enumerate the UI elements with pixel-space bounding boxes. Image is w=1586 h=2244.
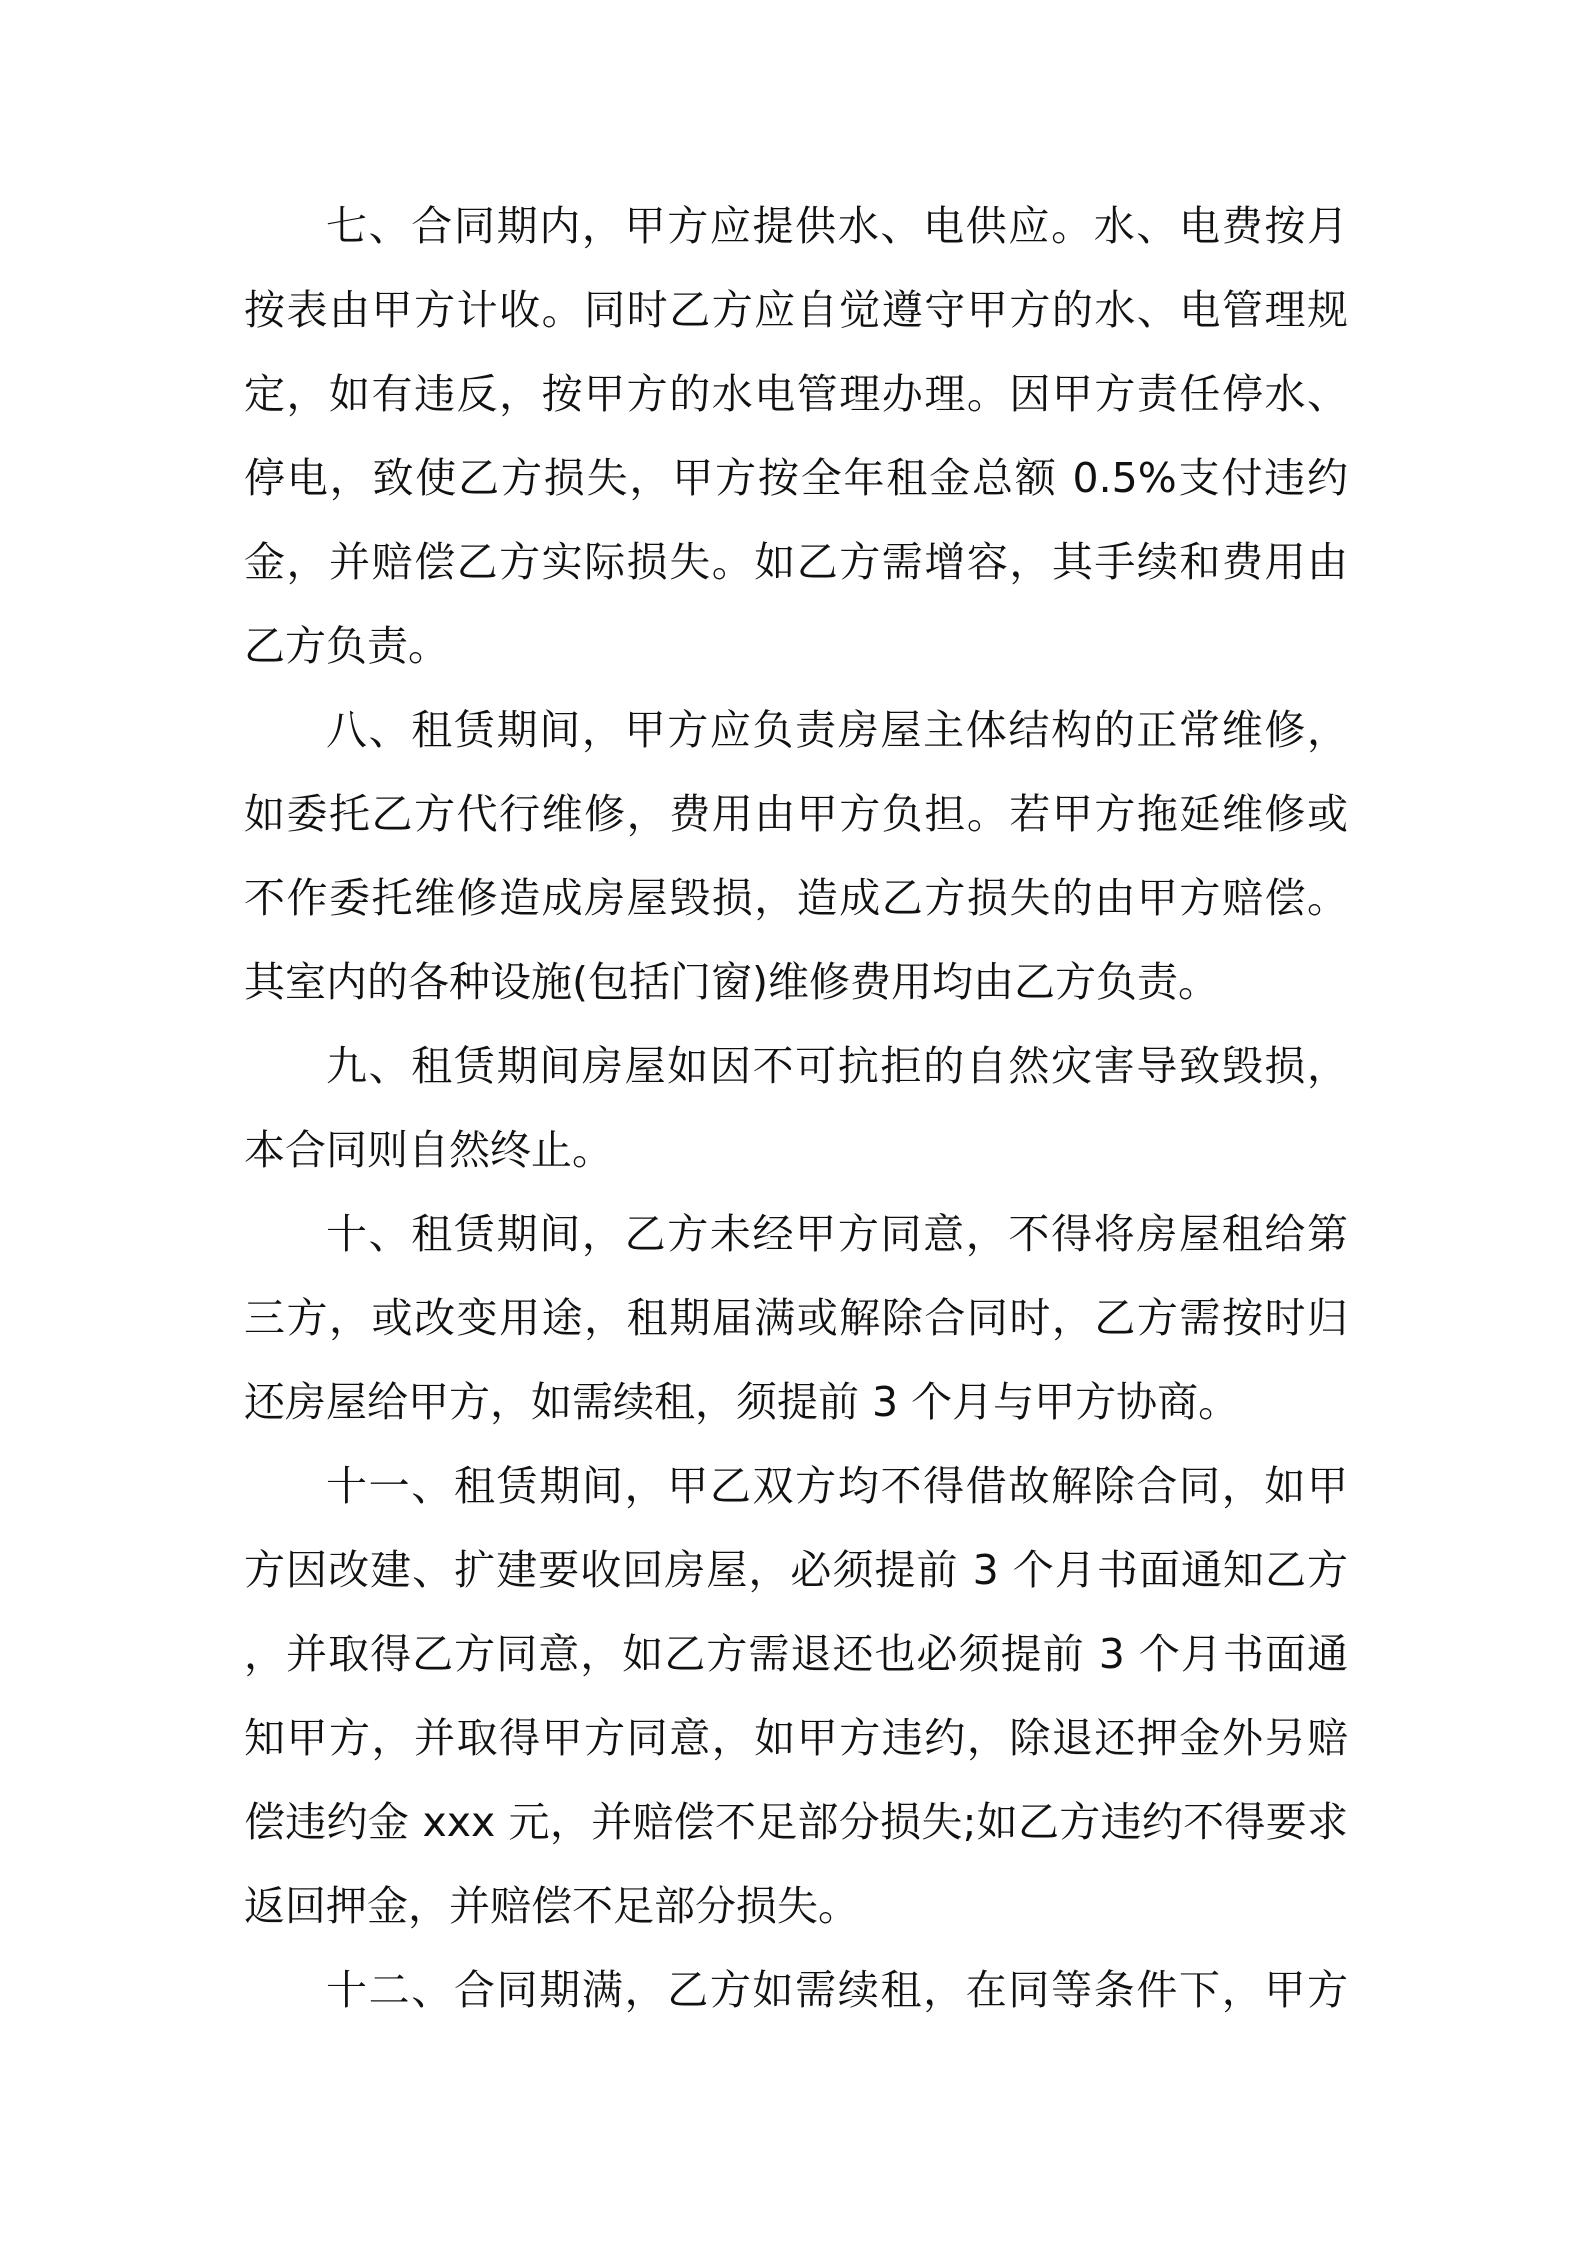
paragraph-7-line-4: 停电，致使乙方损失，甲方按全年租金总额 0.5%支付违约 bbox=[244, 454, 1348, 502]
paragraph-7-line-5: 金，并赔偿乙方实际损失。如乙方需增容，其手续和费用由 bbox=[244, 538, 1348, 586]
paragraph-10-line-2: 三方，或改变用途，租期届满或解除合同时，乙方需按时归 bbox=[244, 1294, 1348, 1342]
paragraph-8-line-2: 如委托乙方代行维修，费用由甲方负担。若甲方拖延维修或 bbox=[244, 790, 1348, 838]
paragraph-7-line-1: 七、合同期内，甲方应提供水、电供应。水、电费按月 bbox=[326, 202, 1348, 250]
paragraph-12-line-1: 十二、合同期满，乙方如需续租，在同等条件下，甲方 bbox=[326, 1966, 1348, 2014]
paragraph-9-line-2: 本合同则自然终止。 bbox=[244, 1126, 613, 1174]
paragraph-9-line-1: 九、租赁期间房屋如因不可抗拒的自然灾害导致毁损， bbox=[326, 1042, 1348, 1090]
paragraph-8-line-4: 其室内的各种设施(包括门窗)维修费用均由乙方负责。 bbox=[244, 958, 1219, 1006]
paragraph-11-line-3: ，并取得乙方同意，如乙方需退还也必须提前 3 个月书面通 bbox=[244, 1630, 1348, 1678]
paragraph-10-line-3: 还房屋给甲方，如需续租，须提前 3 个月与甲方协商。 bbox=[244, 1378, 1240, 1426]
paragraph-11-line-1: 十一、租赁期间，甲乙双方均不得借故解除合同，如甲 bbox=[326, 1462, 1348, 1510]
paragraph-7-line-2: 按表由甲方计收。同时乙方应自觉遵守甲方的水、电管理规 bbox=[244, 286, 1348, 334]
paragraph-11-line-5: 偿违约金 xxx 元，并赔偿不足部分损失;如乙方违约不得要求 bbox=[244, 1798, 1348, 1846]
paragraph-7-line-6: 乙方负责。 bbox=[244, 622, 449, 670]
paragraph-11-line-2: 方因改建、扩建要收回房屋，必须提前 3 个月书面通知乙方 bbox=[244, 1546, 1348, 1594]
paragraph-8-line-3: 不作委托维修造成房屋毁损，造成乙方损失的由甲方赔偿。 bbox=[244, 874, 1348, 922]
paragraph-7-line-3: 定，如有违反，按甲方的水电管理办理。因甲方责任停水、 bbox=[244, 370, 1348, 418]
paragraph-11-line-6: 返回押金，并赔偿不足部分损失。 bbox=[244, 1882, 859, 1930]
paragraph-8-line-1: 八、租赁期间，甲方应负责房屋主体结构的正常维修， bbox=[326, 706, 1348, 754]
paragraph-10-line-1: 十、租赁期间，乙方未经甲方同意，不得将房屋租给第 bbox=[326, 1210, 1348, 1258]
paragraph-11-line-4: 知甲方，并取得甲方同意，如甲方违约，除退还押金外另赔 bbox=[244, 1714, 1348, 1762]
